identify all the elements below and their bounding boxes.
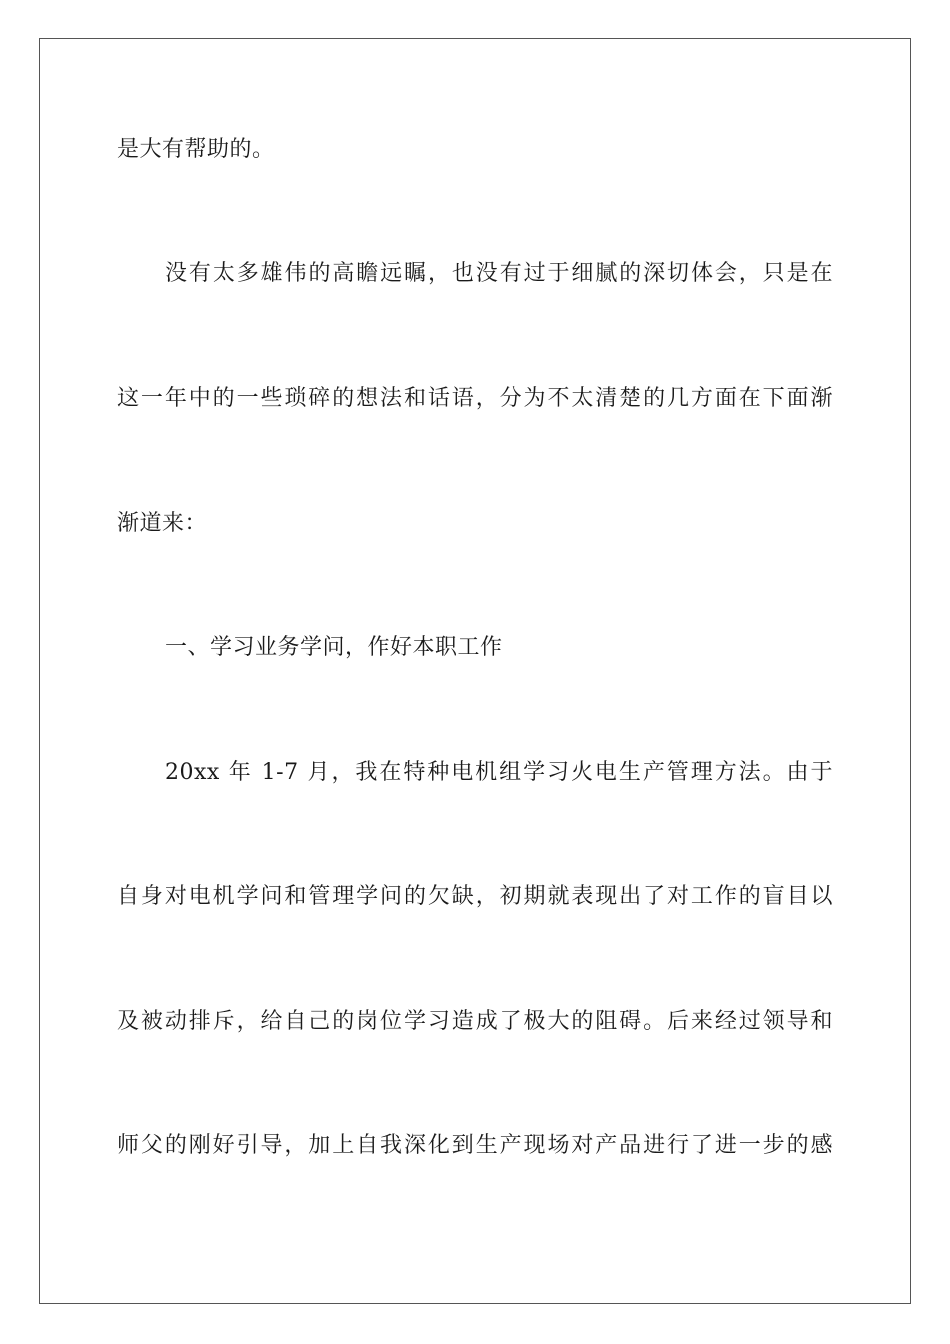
- paragraph-line-4: 渐道来：: [117, 511, 208, 536]
- paragraph-line-2: 没有太多雄伟的高瞻远瞩，也没有过于细腻的深切体会，只是在: [165, 261, 833, 286]
- page-border: [39, 38, 911, 1304]
- paragraph-line-6: 20xx 年 1-7 月，我在特种电机组学习火电生产管理方法。由于: [165, 760, 833, 785]
- paragraph-line-8: 及被动排斥，给自己的岗位学习造成了极大的阻碍。后来经过领导和: [117, 1009, 833, 1034]
- paragraph-line-1: 是大有帮助的。: [117, 137, 275, 162]
- section-heading: 一、学习业务学问，作好本职工作: [165, 635, 503, 660]
- paragraph-line-3: 这一年中的一些琐碎的想法和话语，分为不太清楚的几方面在下面渐: [117, 386, 833, 411]
- paragraph-line-9: 师父的刚好引导，加上自我深化到生产现场对产品进行了进一步的感: [117, 1133, 833, 1158]
- paragraph-line-7: 自身对电机学问和管理学问的欠缺，初期就表现出了对工作的盲目以: [117, 884, 833, 909]
